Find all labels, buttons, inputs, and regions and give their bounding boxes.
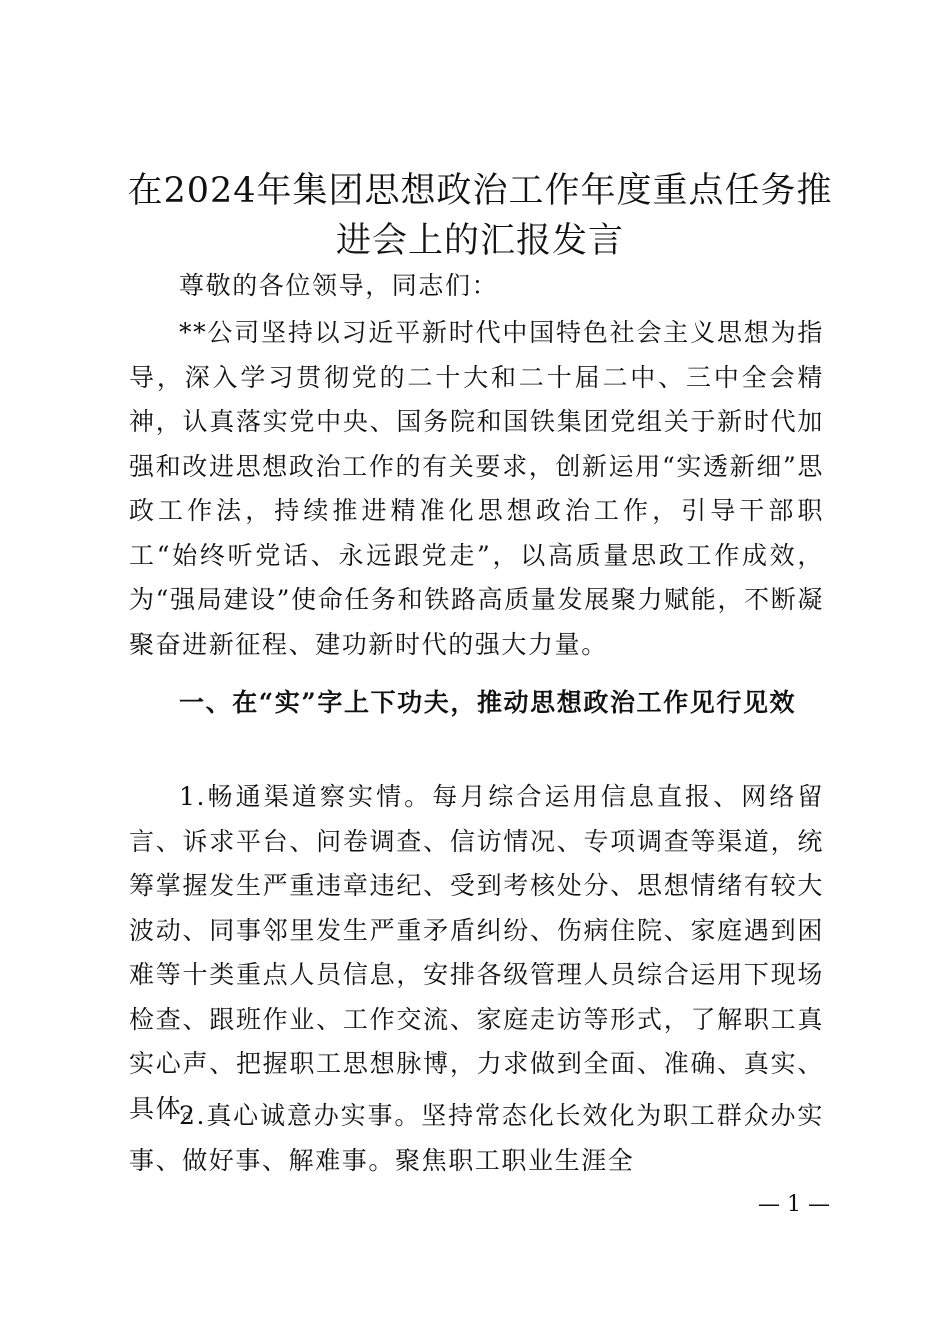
section-heading: 一、在“实”字上下功夫，推动思想政治工作见行见效: [179, 688, 797, 717]
item-paragraph-2: 2.真心诚意办实事。坚持常态化长效化为职工群众办实事、做好事、解难事。聚焦职工职业生涯全: [129, 1101, 824, 1175]
salutation: 尊敬的各位领导，同志们：: [179, 271, 499, 300]
document-title: 在2024年集团思想政治工作年度重点任务推进会上的汇报发言: [127, 171, 833, 261]
item-paragraph-1: 1.畅通渠道察实情。每月综合运用信息直报、网络留言、诉求平台、问卷调查、信访情况、专项调查等渠道，统筹掌握发生严重违章违纪、受到考核处分、思想情绪有较大波动、同事邻里发生严重矛盾纠纷、伤病住院、家庭遇到困难等十类重点人员信息，安排各级管理人员综合运用下现场检查、跟班作业、工作交流、家庭走访等形式，了解职工真实心声、把握职工思想脉博，力求做到全面、准确、真实、具体。: [129, 782, 824, 1123]
page-number: — 1 —: [758, 1192, 830, 1217]
intro-paragraph: **公司坚持以习近平新时代中国特色社会主义思想为指导，深入学习贯彻党的二十大和二十届二中、三中全会精神，认真落实党中央、国务院和国铁集团党组关于新时代加强和改进思想政治工作的有关要求，创新运用“实透新细”思政工作法，持续推进精准化思想政治工作，引导干部职工“始终听党话、永远跟党走”，以高质量思政工作成效，为“强局建设”使命任务和铁路高质量发展聚力赋能，不断凝聚奋进新征程、建功新时代的强大力量。: [129, 318, 824, 659]
